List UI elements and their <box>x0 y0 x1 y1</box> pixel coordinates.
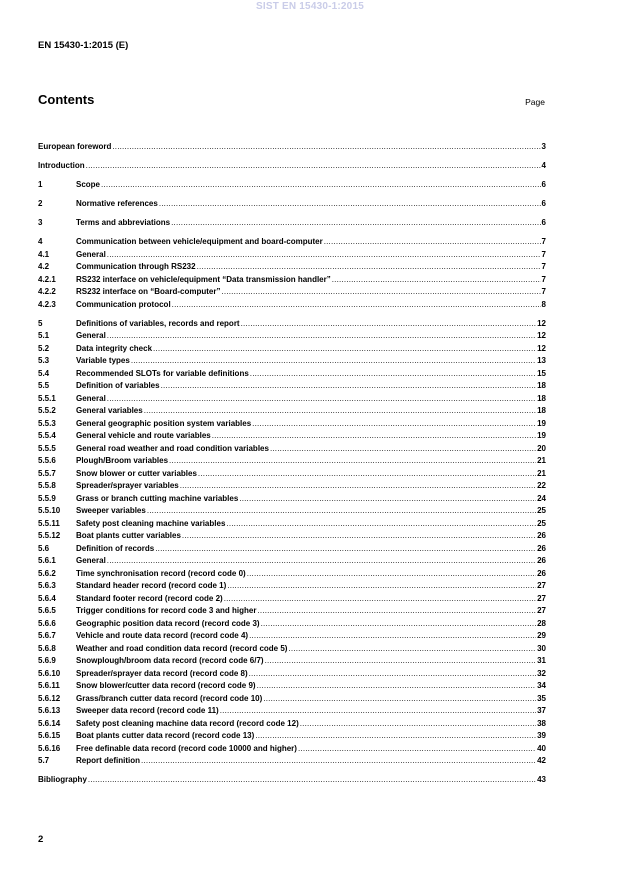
page-number: 2 <box>38 834 44 845</box>
toc-entry-number: 4.2 <box>38 262 50 271</box>
toc-entry-number: 5.5.6 <box>38 456 56 465</box>
toc-entry-title: RS232 interface on “Board-computer” <box>76 287 221 296</box>
toc-entry[interactable] <box>38 518 546 531</box>
toc-entry-page: 39 <box>537 731 546 740</box>
toc-entry-number: 5.1 <box>38 331 50 340</box>
toc-entry-number: 5.6.15 <box>38 731 61 740</box>
toc-entry[interactable] <box>38 179 546 192</box>
dot-leader <box>288 643 536 656</box>
dot-leader <box>182 530 536 543</box>
dot-leader <box>88 774 536 787</box>
toc-entry-number: 5.5.11 <box>38 518 60 528</box>
dot-leader <box>107 393 536 406</box>
toc-entry[interactable] <box>38 568 546 581</box>
toc-entry[interactable] <box>38 618 546 631</box>
toc-entry-page: 27 <box>537 606 546 615</box>
toc-entry-number: 4.2.1 <box>38 274 56 284</box>
toc-entry-page: 38 <box>537 718 546 728</box>
dot-leader <box>161 380 537 393</box>
toc-entry-page: 12 <box>537 343 546 353</box>
toc-entry[interactable] <box>38 755 546 768</box>
toc-entry-number: 5.6.4 <box>38 593 56 603</box>
dot-leader <box>220 705 536 718</box>
toc-entry-page: 15 <box>537 368 546 378</box>
dot-leader <box>241 318 537 331</box>
toc-entry-page: 32 <box>537 668 546 678</box>
toc-entry-page: 40 <box>537 743 546 753</box>
toc-entry[interactable] <box>38 774 546 787</box>
toc-entry[interactable] <box>38 455 546 468</box>
dot-leader <box>86 160 541 173</box>
toc-entry-page: 18 <box>537 406 546 415</box>
toc-entry[interactable] <box>38 580 546 593</box>
toc-entry-title: General <box>76 331 106 340</box>
toc-entry[interactable] <box>38 530 546 543</box>
toc-entry-page: 18 <box>537 393 546 403</box>
toc-entry-number: 5.5.9 <box>38 493 56 503</box>
dot-leader <box>239 493 536 506</box>
toc-entry[interactable] <box>38 217 546 230</box>
dot-leader <box>212 430 536 443</box>
toc-entry-title: Communication between vehicle/equipment and board-computer <box>76 237 323 246</box>
dot-leader <box>141 755 536 768</box>
toc-entry[interactable] <box>38 368 546 381</box>
toc-entry[interactable] <box>38 198 546 211</box>
dot-leader <box>257 680 537 693</box>
dot-leader <box>197 261 541 274</box>
toc-entry-number: 5.5.5 <box>38 443 56 453</box>
toc-entry-page: 26 <box>537 531 546 540</box>
toc-entry-page: 42 <box>537 756 546 765</box>
toc-entry-title: Data integrity check <box>76 343 153 353</box>
toc-entry[interactable] <box>38 261 546 274</box>
toc-entry-number: 4 <box>38 237 43 246</box>
dot-leader <box>226 518 536 531</box>
toc-entry-page: 26 <box>537 556 546 565</box>
toc-entry-title: Safety post cleaning machine variables <box>76 518 226 528</box>
toc-entry-title: Grass/branch cutter data record (record code 10) <box>76 693 263 703</box>
toc-entry[interactable] <box>38 141 546 154</box>
toc-entry-page: 28 <box>537 618 546 628</box>
dot-leader <box>159 198 541 211</box>
toc-entry-title: Sweeper variables <box>76 506 146 515</box>
watermark-text: SIST EN 15430-1:2015 <box>256 1 364 12</box>
toc-entry[interactable] <box>38 593 546 606</box>
toc-entry-number: 5.6 <box>38 543 50 553</box>
toc-entry-number: 5.6.5 <box>38 606 56 615</box>
dot-leader <box>332 274 541 287</box>
toc-entry-number: 2 <box>38 199 43 208</box>
dot-leader <box>171 217 540 230</box>
toc-entry-number: 5.5.12 <box>38 531 61 540</box>
toc-entry-page: 7 <box>541 249 546 259</box>
toc-entry-number: 5.5.10 <box>38 506 61 515</box>
toc-entry-page: 7 <box>541 287 546 296</box>
toc-entry-page: 19 <box>537 431 546 440</box>
toc-entry-title: Time synchronisation record (record code 0) <box>76 568 246 578</box>
toc-entry-page: 19 <box>537 418 546 428</box>
toc-entry-number: 5.5.3 <box>38 418 56 428</box>
toc-entry-title: RS232 interface on vehicle/equipment “Data transmission handler” <box>76 274 331 284</box>
toc-entry-page: 22 <box>537 481 546 490</box>
toc-entry-page: 30 <box>537 643 546 653</box>
toc-entry-title: Safety post cleaning machine data record (record code 12) <box>76 718 299 728</box>
toc-entry-title: Standard header record (record code 1) <box>76 581 227 590</box>
toc-entry[interactable] <box>38 286 546 299</box>
dot-leader <box>227 580 536 593</box>
dot-leader <box>180 480 536 493</box>
toc-entry[interactable] <box>38 493 546 506</box>
toc-entry-title: Snow blower/cutter data record (record code 9) <box>76 681 256 690</box>
toc-entry-number: 5.6.8 <box>38 643 56 653</box>
dot-leader <box>270 443 536 456</box>
toc-entry-page: 13 <box>537 356 546 365</box>
dot-leader <box>144 405 536 418</box>
toc-entry-title: General <box>76 249 106 259</box>
toc-entry-number: 5.6.1 <box>38 556 56 565</box>
dot-leader <box>172 299 541 312</box>
toc-entry[interactable] <box>38 430 546 443</box>
toc-entry[interactable] <box>38 160 546 173</box>
toc-entry-title: Introduction <box>38 161 85 170</box>
toc-entry-title: Weather and road condition data record (record code 5) <box>76 643 288 653</box>
toc-entry-number: 5.6.2 <box>38 568 56 578</box>
toc-entry[interactable] <box>38 380 546 393</box>
toc-entry-number: 5.6.7 <box>38 631 56 640</box>
toc-entry-page: 4 <box>541 161 546 170</box>
toc-entry-page: 6 <box>541 180 546 189</box>
toc-entry-page: 27 <box>537 581 546 590</box>
toc-entry[interactable] <box>38 274 546 287</box>
toc-entry-title: General <box>76 556 106 565</box>
toc-entry-title: Communication protocol <box>76 299 171 309</box>
toc-entry-title: Spreader/sprayer variables <box>76 481 179 490</box>
toc-entry-number: 5.6.16 <box>38 743 61 753</box>
toc-entry[interactable] <box>38 405 546 418</box>
dot-leader <box>169 455 536 468</box>
dot-leader <box>101 179 541 192</box>
toc-entry-title: Definition of variables <box>76 381 160 390</box>
toc-entry[interactable] <box>38 655 546 668</box>
toc-entry-number: 5.7 <box>38 756 50 765</box>
toc-entry-title: General <box>76 393 106 403</box>
toc-entry-page: 25 <box>537 506 546 515</box>
toc-entry-number: 5.5.1 <box>38 393 56 403</box>
dot-leader <box>252 418 536 431</box>
toc-entry-page: 7 <box>541 274 546 284</box>
toc-entry-title: Vehicle and route data record (record code 4) <box>76 631 249 640</box>
toc-entry-page: 26 <box>537 568 546 578</box>
toc-entry-title: General geographic position system variables <box>76 418 252 428</box>
toc-entry-page: 37 <box>537 706 546 715</box>
dot-leader <box>249 668 536 681</box>
toc-entry-number: 5.3 <box>38 356 50 365</box>
toc-entry-number: 5.6.13 <box>38 706 61 715</box>
toc-entry[interactable] <box>38 605 546 618</box>
toc-entry-title: Scope <box>76 180 101 189</box>
toc-entry-page: 12 <box>537 318 546 328</box>
toc-entry-number: 5 <box>38 318 43 328</box>
toc-entry[interactable] <box>38 705 546 718</box>
dot-leader <box>107 555 536 568</box>
toc-entry-title: Geographic position data record (record code 3) <box>76 618 260 628</box>
toc-entry[interactable] <box>38 355 546 368</box>
toc-entry[interactable] <box>38 343 546 356</box>
toc-entry[interactable] <box>38 693 546 706</box>
dot-leader <box>300 718 536 731</box>
toc-entry-title: Boat plants cutter variables <box>76 531 181 540</box>
toc-entry-page: 43 <box>537 775 546 784</box>
dot-leader <box>147 505 536 518</box>
toc-entry-page: 26 <box>537 543 546 553</box>
toc-entry-number: 5.6.14 <box>38 718 61 728</box>
toc-entry-page: 29 <box>537 631 546 640</box>
toc-entry[interactable] <box>38 443 546 456</box>
toc-entry-page: 7 <box>541 262 546 271</box>
toc-entry-page: 18 <box>537 381 546 390</box>
toc-entry[interactable] <box>38 418 546 431</box>
toc-entry-number: 5.6.11 <box>38 681 60 690</box>
dot-leader <box>255 730 536 743</box>
toc-entry-title: Report definition <box>76 756 140 765</box>
dot-leader <box>153 343 536 356</box>
document-header: EN 15430-1:2015 (E) <box>38 40 129 51</box>
contents-heading: Contents <box>38 92 95 107</box>
toc-entry-page: 35 <box>537 693 546 703</box>
toc-entry-title: Communication through RS232 <box>76 262 196 271</box>
toc-entry-title: Definition of records <box>76 543 155 553</box>
toc-entry-title: General vehicle and route variables <box>76 431 211 440</box>
toc-entry-title: Plough/Broom variables <box>76 456 169 465</box>
toc-entry-page: 12 <box>537 331 546 340</box>
toc-entry-number: 5.5.7 <box>38 468 56 478</box>
toc-entry[interactable] <box>38 543 546 556</box>
toc-entry-page: 24 <box>537 493 546 503</box>
toc-entry-page: 31 <box>537 656 546 665</box>
toc-entry-title: Trigger conditions for record code 3 and higher <box>76 606 257 615</box>
toc-entry-title: Standard footer record (record code 2) <box>76 593 223 603</box>
dot-leader <box>249 630 536 643</box>
toc-entry-title: Spreader/sprayer data record (record code 8) <box>76 668 248 678</box>
toc-entry-title: Snow blower or cutter variables <box>76 468 197 478</box>
dot-leader <box>247 568 536 581</box>
toc-entry-title: Definitions of variables, records and report <box>76 318 240 328</box>
toc-entry[interactable] <box>38 480 546 493</box>
toc-entry-page: 25 <box>537 518 546 528</box>
toc-entry-title: European foreword <box>38 142 112 151</box>
toc-entry-title: Free definable data record (record code 10000 and higher) <box>76 743 297 753</box>
toc-entry-page: 6 <box>541 218 546 227</box>
dot-leader <box>261 618 537 631</box>
dot-leader <box>221 286 540 299</box>
toc-entry-number: 1 <box>38 180 43 189</box>
toc-entry[interactable] <box>38 236 546 249</box>
dot-leader <box>112 141 540 154</box>
dot-leader <box>263 693 536 706</box>
toc-entry-page: 34 <box>537 681 546 690</box>
toc-entry-number: 5.2 <box>38 343 50 353</box>
dot-leader <box>250 368 536 381</box>
dot-leader <box>198 468 536 481</box>
toc-entry[interactable] <box>38 299 546 312</box>
toc-entry-number: 3 <box>38 218 43 227</box>
dot-leader <box>107 330 536 343</box>
toc-entry-title: Bibliography <box>38 775 87 784</box>
toc-entry-page: 20 <box>537 443 546 453</box>
toc-entry-title: General variables <box>76 406 143 415</box>
toc-entry-number: 4.2.2 <box>38 287 56 296</box>
toc-entry-page: 27 <box>537 593 546 603</box>
toc-entry-number: 5.6.12 <box>38 693 61 703</box>
toc-entry-number: 5.6.9 <box>38 656 56 665</box>
toc-entry-page: 3 <box>541 142 546 151</box>
toc-entry[interactable] <box>38 718 546 731</box>
dot-leader <box>107 249 541 262</box>
dot-leader <box>257 605 536 618</box>
toc-entry-number: 5.5.2 <box>38 406 56 415</box>
toc-entry-page: 7 <box>541 237 546 246</box>
toc-entry[interactable] <box>38 730 546 743</box>
toc-entry-title: Snowplough/broom data record (record code 6/7) <box>76 656 264 665</box>
table-of-contents <box>38 141 546 787</box>
toc-entry-number: 4.1 <box>38 249 50 259</box>
toc-entry-title: Grass or branch cutting machine variables <box>76 493 239 503</box>
toc-entry[interactable] <box>38 643 546 656</box>
dot-leader <box>324 236 541 249</box>
toc-entry[interactable] <box>38 680 546 693</box>
toc-entry[interactable] <box>38 393 546 406</box>
toc-entry-number: 5.6.6 <box>38 618 56 628</box>
toc-entry[interactable] <box>38 630 546 643</box>
toc-entry[interactable] <box>38 668 546 681</box>
toc-entry-title: Recommended SLOTs for variable definitions <box>76 368 249 378</box>
toc-entry[interactable] <box>38 505 546 518</box>
toc-entry-title: Sweeper data record (record code 11) <box>76 706 219 715</box>
toc-entry[interactable] <box>38 318 546 331</box>
toc-entry-number: 5.5.4 <box>38 431 56 440</box>
toc-entry-title: Normative references <box>76 199 158 208</box>
toc-entry-page: 21 <box>537 456 546 465</box>
dot-leader <box>224 593 536 606</box>
toc-entry-number: 5.6.3 <box>38 581 56 590</box>
toc-entry-number: 5.5 <box>38 381 50 390</box>
toc-entry-page: 6 <box>541 199 546 208</box>
toc-entry-number: 5.5.8 <box>38 481 56 490</box>
dot-leader <box>265 655 537 668</box>
toc-entry-page: 8 <box>541 299 546 309</box>
toc-entry[interactable] <box>38 743 546 756</box>
toc-entry-number: 4.2.3 <box>38 299 56 309</box>
toc-entry[interactable] <box>38 249 546 262</box>
toc-entry[interactable] <box>38 468 546 481</box>
dot-leader <box>131 355 536 368</box>
toc-entry-title: Boat plants cutter data record (record code 13) <box>76 731 255 740</box>
toc-entry-title: General road weather and road condition variables <box>76 443 269 453</box>
toc-entry[interactable] <box>38 555 546 568</box>
dot-leader <box>298 743 536 756</box>
toc-entry-number: 5.6.10 <box>38 668 61 678</box>
toc-entry-number: 5.4 <box>38 368 50 378</box>
dot-leader <box>155 543 536 556</box>
toc-entry[interactable] <box>38 330 546 343</box>
toc-entry-title: Terms and abbreviations <box>76 218 171 227</box>
page-column-label: Page <box>525 97 545 107</box>
toc-entry-title: Variable types <box>76 356 130 365</box>
toc-entry-page: 21 <box>537 468 546 478</box>
